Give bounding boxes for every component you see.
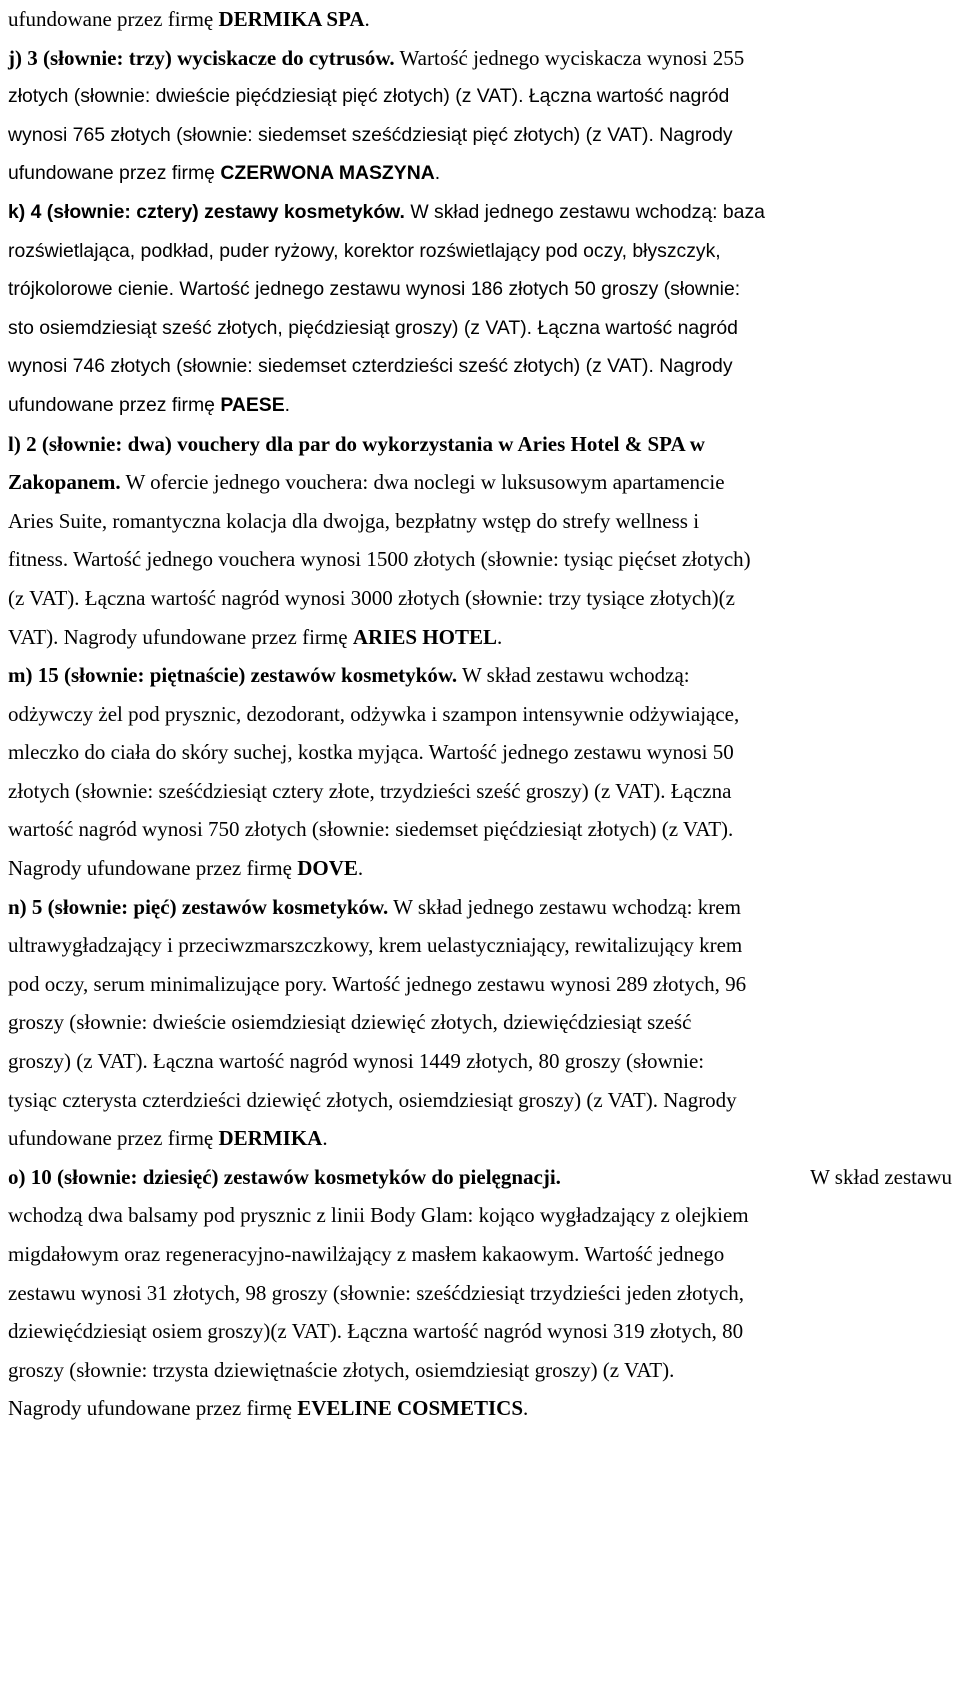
text: . (357, 856, 364, 881)
text: złotych (słownie: sześćdziesiąt cztery złote, trzydzieści sześć groszy) (z VAT). Łączna (8, 778, 732, 803)
text: tysiąc czterysta czterdzieści dziewięć złotych, osiemdziesiąt groszy) (z VAT). Nagrody (8, 1087, 737, 1112)
prize-item-o (8, 1158, 952, 1428)
text: . (523, 1396, 529, 1421)
text: ufundowane przez firmę (8, 162, 221, 185)
item-heading: n) 5 (słownie: pięć) zestawów kosmetyków. (8, 894, 389, 919)
item-heading: o) 10 (słownie: dziesięć) zestawów kosmetyków do pielęgnacji. (8, 1164, 561, 1189)
item-heading: k) 4 (słownie: cztery) zestawy kosmetyków. (8, 200, 405, 223)
text: . (322, 1126, 328, 1151)
item-heading: j) 3 (słownie: trzy) wyciskacze do cytrusów. (8, 45, 395, 70)
text: W skład zestawu wchodzą: (457, 663, 690, 688)
brand-name: DOVE (297, 856, 358, 881)
text: ufundowane przez firmę (8, 7, 219, 31)
item-heading: l) 2 (słownie: dwa) vouchery dla par do wykorzystania w Aries Hotel & SPA w (8, 431, 705, 456)
brand-name: PAESE (220, 393, 285, 416)
item-heading: Zakopanem. (8, 470, 121, 495)
text: Wartość jednego wyciskacza wynosi 255 (394, 45, 745, 70)
brand-name: DERMIKA (218, 1126, 323, 1151)
brand-name: EVELINE COSMETICS (297, 1396, 524, 1421)
text: trójkolorowe cienie. Wartość jednego zestawu wynosi 186 złotych 50 groszy (słownie: (8, 278, 741, 301)
text: Nagrody ufundowane przez firmę (8, 1396, 298, 1421)
prize-item-l (8, 425, 952, 657)
text: ufundowane przez firmę (8, 1126, 219, 1151)
text: złotych (słownie: dwieście pięćdziesiąt pięć złotych) (z VAT). Łączna wartość nagród (8, 85, 730, 108)
brand-name: DERMIKA SPA (218, 7, 365, 31)
prize-item-n (8, 888, 952, 1158)
text: groszy) (z VAT). Łączna wartość nagród wynosi 1449 złotych, 80 groszy (słownie: (8, 1049, 705, 1074)
text: . (284, 393, 291, 416)
text: (z VAT). Łączna wartość nagród wynosi 3000 złotych (słownie: trzy tysiące złotych)(z (8, 585, 735, 610)
text: Aries Suite, romantyczna kolacja dla dwojga, bezpłatny wstęp do strefy wellness i (8, 508, 700, 533)
text: wchodzą dwa balsamy pod prysznic z linii Body Glam: kojąco wygładzający z olejkiem (8, 1203, 749, 1228)
text: dziewięćdziesiąt osiem groszy)(z VAT). Łączna wartość nagród wynosi 319 złotych, 80 (8, 1319, 744, 1344)
text: ultrawygładzający i przeciwzmarszczkowy, krem uelastyczniający, rewitalizujący krem (8, 933, 743, 958)
text: odżywczy żel pod prysznic, dezodorant, odżywka i szampon intensywnie odżywiające, (8, 701, 740, 726)
prize-item-j (8, 39, 952, 193)
text: groszy (słownie: trzysta dziewiętnaście złotych, osiemdziesiąt groszy) (z VAT). (8, 1357, 675, 1382)
text: rozświetlająca, podkład, puder ryżowy, korektor rozświetlający pod oczy, błyszczyk, (8, 239, 721, 262)
text: W ofercie jednego vouchera: dwa noclegi w luksusowym apartamencie (120, 470, 725, 495)
text: W skład jednego zestawu wchodzą: krem (388, 894, 741, 919)
item-i-tail (8, 0, 952, 39)
prize-item-m (8, 656, 952, 888)
text: W skład jednego zestawu wchodzą: baza (404, 200, 765, 223)
text: wynosi 765 złotych (słownie: siedemset sześćdziesiąt pięć złotych) (z VAT). Nagrody (8, 123, 733, 146)
text: . (434, 162, 441, 185)
text: . (364, 7, 370, 31)
text: Nagrody ufundowane przez firmę (8, 856, 298, 881)
text: mleczko do ciała do skóry suchej, kostka myjąca. Wartość jednego zestawu wynosi 50 (8, 740, 734, 765)
text: wynosi 746 złotych (słownie: siedemset czterdzieści sześć złotych) (z VAT). Nagrody (8, 355, 733, 378)
brand-name: ARIES HOTEL (352, 624, 497, 649)
text: wartość nagród wynosi 750 złotych (słownie: siedemset pięćdziesiąt złotych) (z VAT). (8, 817, 734, 842)
text: groszy (słownie: dwieście osiemdziesiąt dziewięć złotych, dziewięćdziesiąt sześć (8, 1010, 692, 1035)
text: migdałowym oraz regeneracyjno-nawilżający z masłem kakaowym. Wartość jednego (8, 1242, 725, 1266)
brand-name: CZERWONA MASZYNA (220, 162, 435, 185)
prize-item-k (8, 193, 952, 425)
text: pod oczy, serum minimalizujące pory. Wartość jednego zestawu wynosi 289 złotych, 96 (8, 971, 747, 996)
text: fitness. Wartość jednego vouchera wynosi 1500 złotych (słownie: tysiąc pięćset złotych) (8, 547, 751, 572)
text: ufundowane przez firmę (8, 393, 221, 416)
item-heading: m) 15 (słownie: piętnaście) zestawów kosmetyków. (8, 663, 458, 688)
text: VAT). Nagrody ufundowane przez firmę (8, 624, 353, 649)
text: sto osiemdziesiąt sześć złotych, pięćdziesiąt groszy) (z VAT). Łączna wartość nagród (8, 316, 738, 339)
text: W skład zestawu (810, 1164, 952, 1189)
text: . (496, 624, 503, 649)
text: zestawu wynosi 31 złotych, 98 groszy (słownie: sześćdziesiąt trzydzieści jeden złotych, (8, 1280, 744, 1305)
